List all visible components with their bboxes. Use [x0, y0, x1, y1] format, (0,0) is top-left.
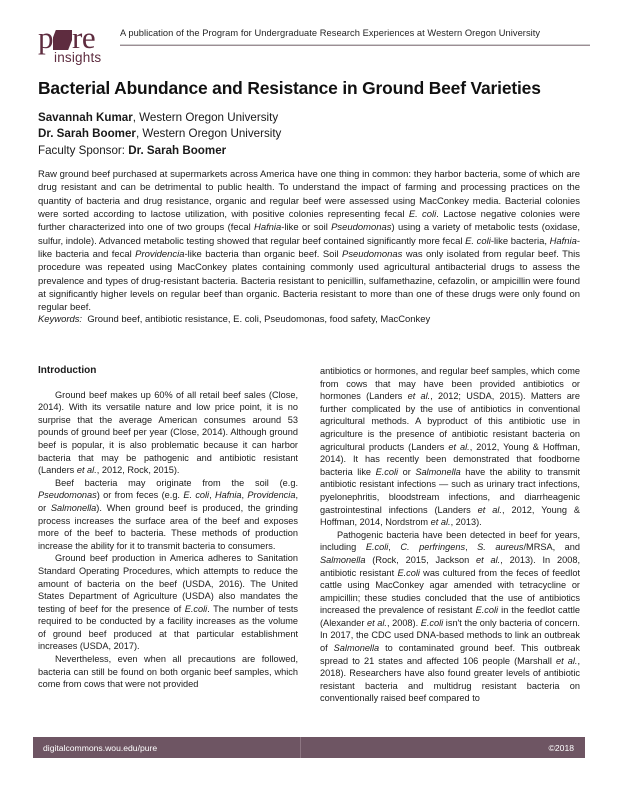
logo-u-glyph — [53, 29, 72, 51]
paragraph: antibiotics or hormones, and regular beef samples, which come from cows that may have been provided antibiotics or hormones (Landers et al., 2012; USDA, 2015). Matters are further complicated by the use of antibiotics in conventional agricultural methods. A byproduct of this antibiotic use in agriculture is the presence of antibiotic resistant bacteria on agricultural products (Landers et al., 2012, Young & Hoffman, 2014). It has recently been demonstrated that foodborne bacteria like E.coli or Salmonella have the ability to transmit antibiotic resistant infections — such as urinary tract infections, pyelonephritis, bloodstream infections, and diarrheagenic gastrointestinal infections (Landers et al., 2012, Young & Hoffman, 2014, Nordstrom et al., 2013). — [320, 366, 581, 528]
abstract-text: Raw ground beef purchased at supermarkets across America have one thing in common: they harbor bacteria, some of which are drug resistant and can be detrimental to public health. To understand the impact of farming and processing practices on the quantity of bacteria and drug resistance, organic and regular beef were assessed using MacConkey media. Bacterial colonies were sorted according to lactose utilization, with positive colonies representing fecal E. coli. Lactose negative colonies were further characterized into one of two groups (fecal Hafnia-like or soil Pseudomonas) using a variety of metabolic tests (oxidase, sulfur, indole). Advanced metabolic testing showed that regular beef contained significantly more fecal E. coli-like bacteria, Hafnia-like bacteria and fecal Providencia-like bacteria than organic beef. Soil Pseudomonas was only isolated from regular beef. This procedure was repeated using MacConkey plates containing commonly used agricultural antibacterial drugs to assess the prevalence and types of drug-resistant bacteria. Bacteria resistant to penicillin, sulfamethazine, cefazolin, or ampicillin were found at significantly higher levels on regular beef than organic. Bacteria resistant to more than one of these drugs were only found on regular beef. — [38, 169, 581, 314]
logo-prefix: p — [38, 20, 53, 55]
paragraph: Nevertheless, even when all precautions are followed, bacteria can still be found on both organic beef samples, which come from cows that were not provided — [38, 654, 298, 690]
body-columns — [38, 365, 580, 720]
masthead — [38, 22, 590, 68]
author-name: Dr. Sarah Boomer — [38, 127, 136, 141]
author-affiliation: , Western Oregon University — [132, 111, 279, 124]
paragraph: Ground beef makes up 60% of all retail beef sales (Close, 2014). With its versatile nature and low price point, it is no surprise that the average American consumes around 53 pounds of ground beef per year (Close, 2014). Although ground beef is popular, it is also problematic because it can harbor bacteria that may be pathogenic and antibiotic resistant (Landers et al., 2012, Rock, 2015). — [38, 389, 298, 476]
column-right — [320, 365, 580, 720]
author-line — [38, 110, 590, 126]
column-left — [38, 365, 298, 720]
keywords-value: Ground beef, antibiotic resistance, E. coli, Pseudomonas, food safety, MacConkey — [87, 314, 431, 325]
pure-logo — [38, 22, 116, 68]
paragraph: Ground beef production in America adheres to Sanitation Standard Operating Procedures, which attempts to reduce the amount of bacteria on the beef (USDA, 2016). The United States Department of Agriculture (USDA) also mandates the testing of beef for the presence of E.coli. The number of tests required to be conducted by a facility increases as the volume of ground beef produced at that particular establishment increases (USDA, 2017). — [38, 553, 298, 652]
footer-copyright: ©2018 — [548, 742, 574, 753]
logo-suffix: re — [72, 20, 96, 55]
faculty-sponsor-line — [38, 143, 590, 159]
author-affiliation: , Western Oregon University — [135, 127, 282, 141]
footer-url[interactable]: digitalcommons.wou.edu/pure — [33, 737, 301, 758]
section-heading-introduction: Introduction — [38, 365, 97, 376]
logo-wordmark — [38, 22, 95, 53]
author-block — [38, 110, 590, 159]
keywords-label: Keywords: — [38, 314, 83, 325]
logo-subtitle: insights — [54, 50, 102, 65]
author-name: Savannah Kumar — [38, 111, 133, 124]
masthead-divider — [120, 44, 590, 46]
paragraph: Pathogenic bacteria have been detected in beef for years, including E.coli, C. perfringens, S. aureus/MRSA, and Salmonella (Rock, 2015, Jackson et al., 2013). In 2008, antibiotic resistant E.coli was cultured from the feces of feedlot cattle using MacConkey agar amended with tetracycline or ampicillin; these studies concluded that the use of antibiotics increased the prevalence of resistant E.coli in the feedlot cattle (Alexander et al., 2008). E.coli isn't the only bacteria of concern. In 2017, the CDC used DNA-based methods to link an outbreak of Salmonella to contaminated ground beef. This outbreak spread to 21 states and affected 106 people (Marshall et al., 2018). Researchers have also found greater levels of antibiotic resistant bacteria and multidrug resistant bacteria on conventionally raised beef compared to — [320, 529, 580, 704]
paragraph: Beef bacteria may originate from the soil (e.g. Pseudomonas) or from feces (e.g. E. coli, Hafnia, Providencia, or Salmonella). When ground beef is produced, the grinding process increases the surface area of the beef and exposes more of the beef to bacteria. These methods of production increase the ability for it to transmit bacteria to consumers. — [38, 477, 298, 551]
faculty-sponsor-name: Dr. Sarah Boomer — [128, 143, 227, 157]
page-footer — [33, 737, 585, 758]
author-line — [38, 126, 590, 142]
keywords-line — [38, 313, 580, 326]
masthead-tagline: A publication of the Program for Undergraduate Research Experiences at Western Oregon University — [120, 28, 541, 38]
page-title: Bacterial Abundance and Resistance in Ground Beef Varieties — [38, 78, 541, 98]
faculty-sponsor-label: Faculty Sponsor: — [38, 143, 129, 157]
